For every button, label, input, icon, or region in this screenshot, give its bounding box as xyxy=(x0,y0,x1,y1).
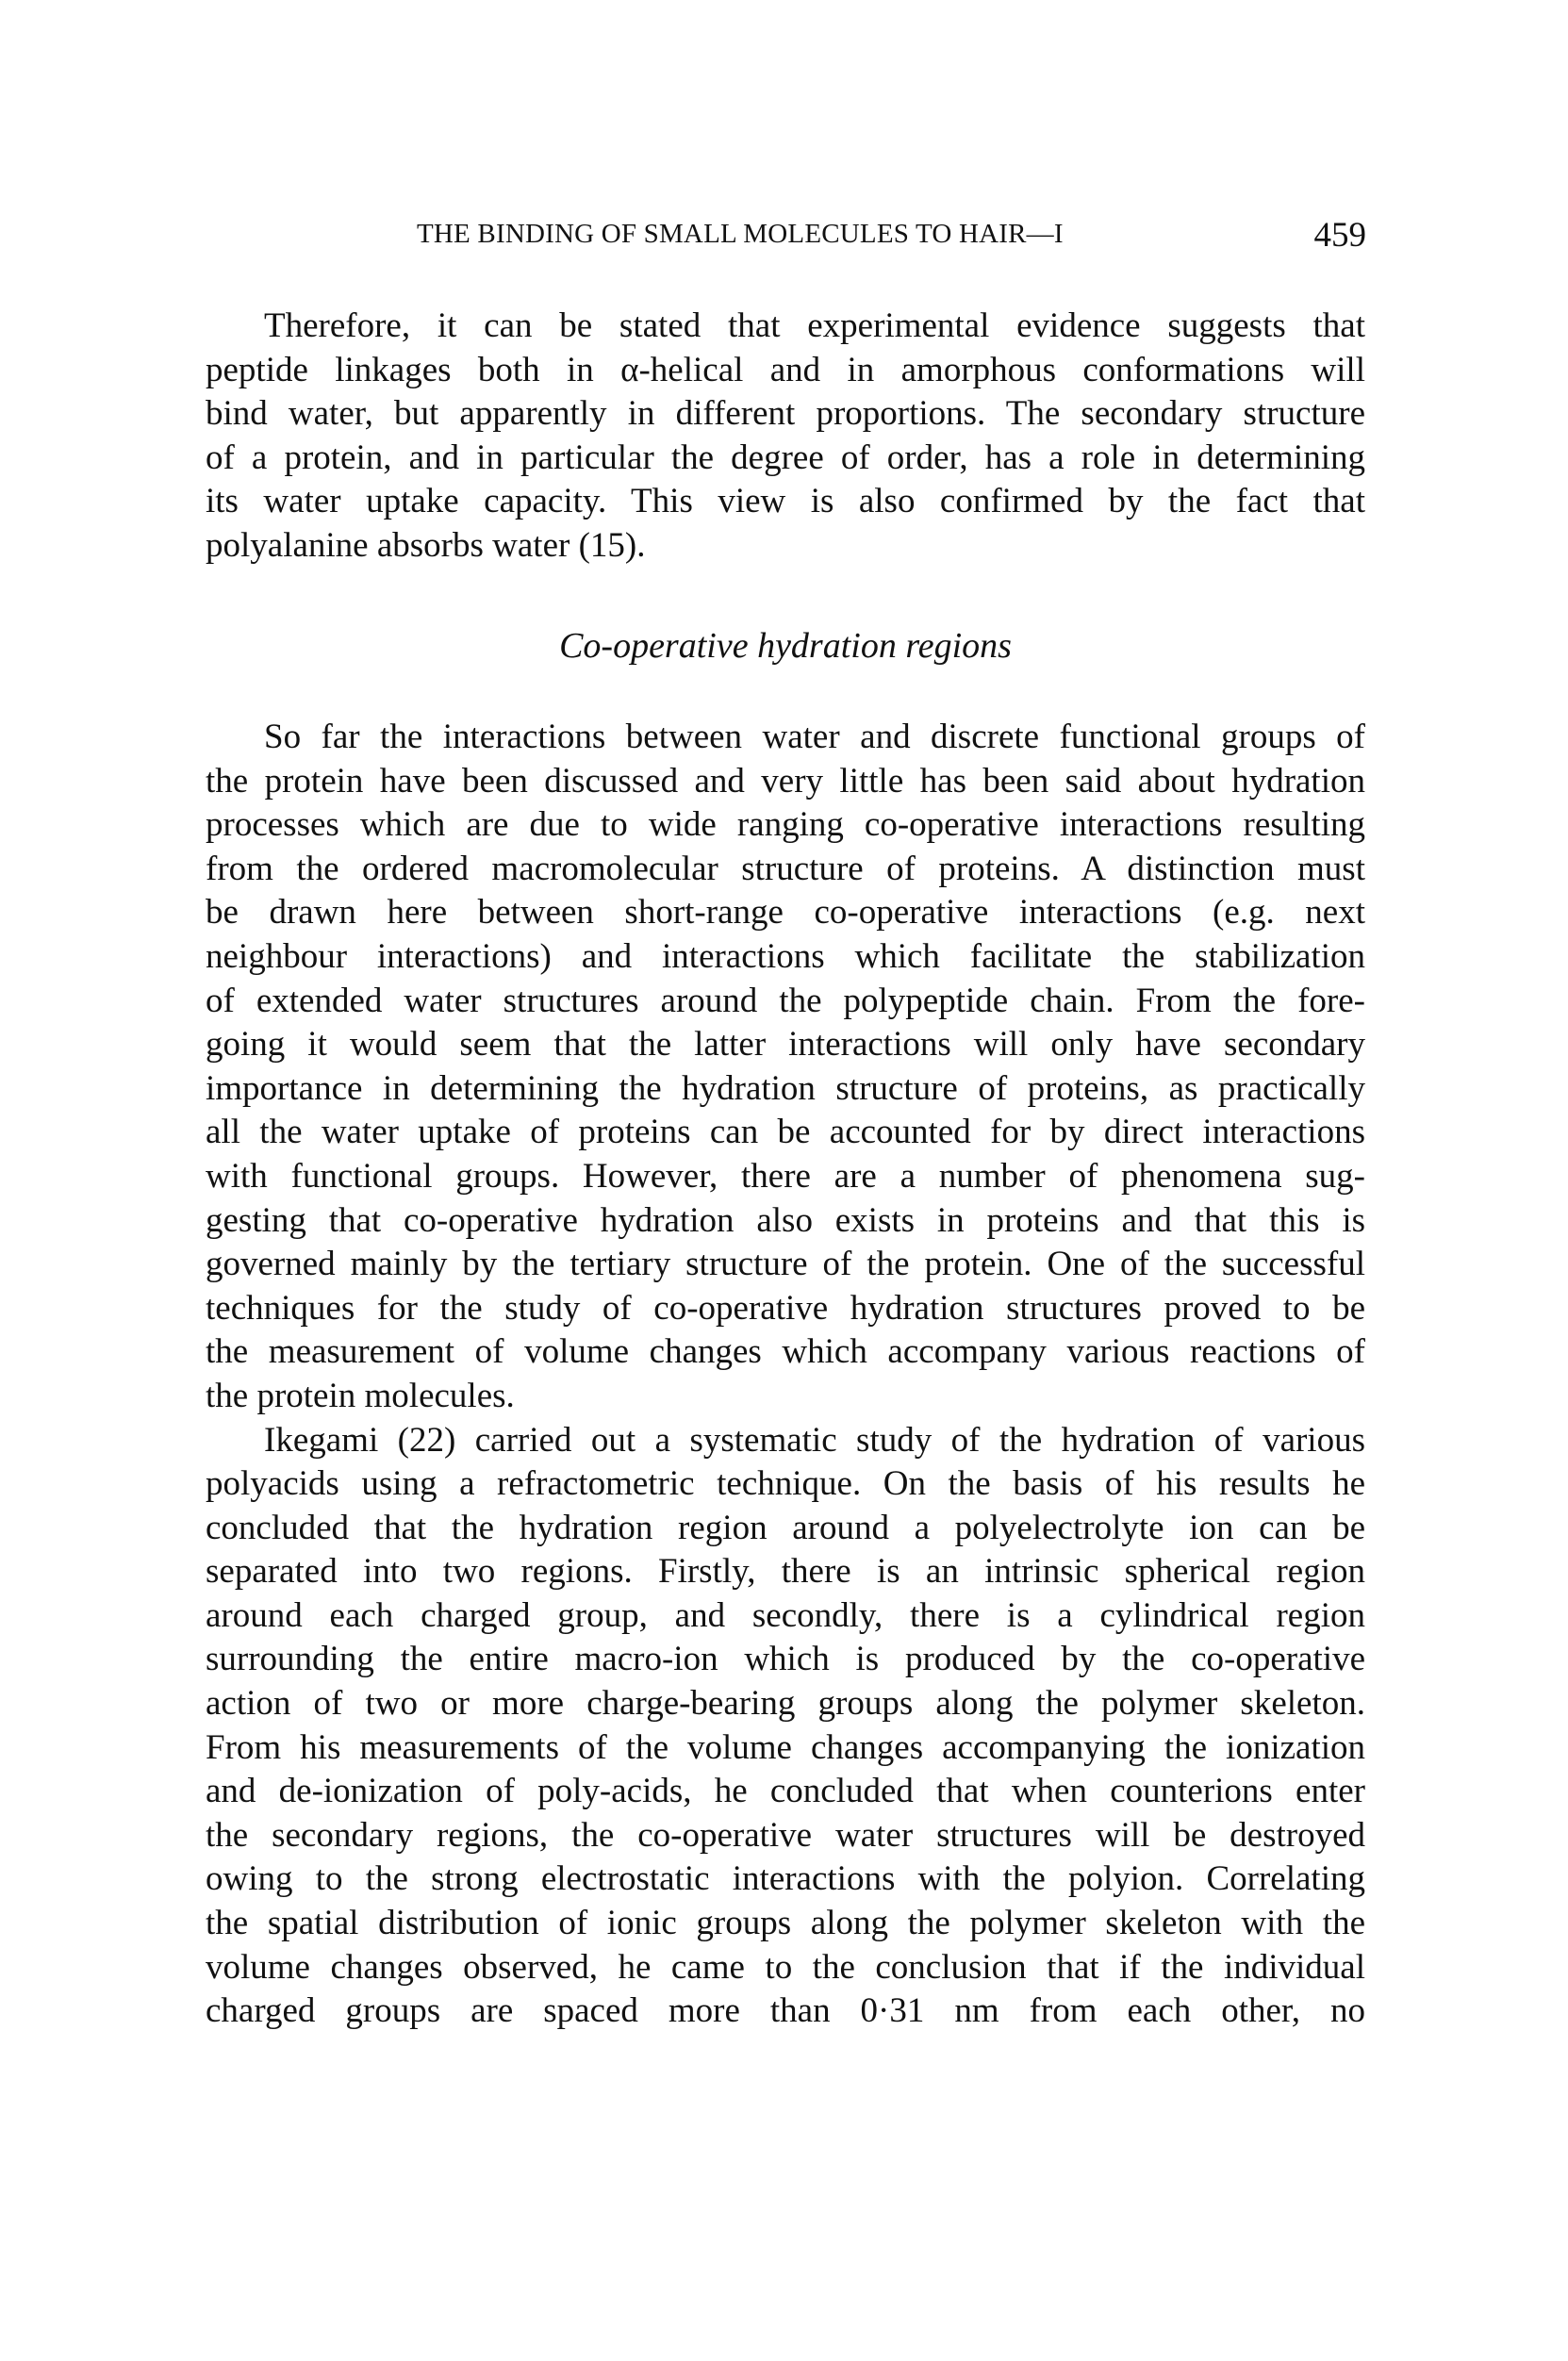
text-line: the secondary regions, the co-operative water structures will be destroyed xyxy=(206,1815,1365,1855)
text-line: going it would seem that the latter interactions will only have secondary xyxy=(206,1025,1365,1065)
text-line: with functional groups. However, there are a number of phenomena sug- xyxy=(206,1156,1365,1196)
text-line: of a protein, and in particular the degree of order, has a role in determining xyxy=(206,438,1365,477)
text-line: polyacids using a refractometric technique. On the basis of his results he xyxy=(206,1464,1365,1504)
text-line: neighbour interactions) and interactions which facilitate the stabilization xyxy=(206,936,1365,976)
text-line: volume changes observed, he came to the conclusion that if the individual xyxy=(206,1947,1365,1987)
text-line: Ikegami (22) carried out a systematic study of the hydration of various xyxy=(264,1420,1365,1460)
text-line: owing to the strong electrostatic interactions with the polyion. Correlating xyxy=(206,1859,1365,1899)
text-line: from the ordered macromolecular structure of proteins. A distinction must xyxy=(206,849,1365,888)
text-line: surrounding the entire macro-ion which is produced by the co-operative xyxy=(206,1640,1365,1679)
text-line: bind water, but apparently in different proportions. The secondary structure xyxy=(206,394,1365,434)
text-line: the protein have been discussed and very little has been said about hydration xyxy=(206,761,1365,801)
text-line: importance in determining the hydration structure of proteins, as practically xyxy=(206,1068,1365,1108)
text-line: the measurement of volume changes which accompany various reactions of xyxy=(206,1332,1365,1372)
text-line: concluded that the hydration region around a polyelectrolyte ion can be xyxy=(206,1508,1365,1547)
text-line: charged groups are spaced more than 0·31 nm from each other, no xyxy=(206,1991,1365,2031)
text-line: governed mainly by the tertiary structure of the protein. One of the successful xyxy=(206,1245,1365,1284)
text-line: polyalanine absorbs water (15). xyxy=(206,525,646,565)
text-line: and de-ionization of poly-acids, he concluded that when counterions enter xyxy=(206,1772,1365,1811)
text-line: Therefore, it can be stated that experimental evidence suggests that xyxy=(264,306,1365,345)
paragraph-1 xyxy=(206,305,1365,569)
text-line: separated into two regions. Firstly, there is an intrinsic spherical region xyxy=(206,1552,1365,1592)
text-line: its water uptake capacity. This view is also confirmed by the fact that xyxy=(206,482,1365,521)
text-line: processes which are due to wide ranging co-operative interactions resulting xyxy=(206,805,1365,845)
text-line: action of two or more charge-bearing groups along the polymer skeleton. xyxy=(206,1684,1365,1724)
text-line: the protein molecules. xyxy=(206,1376,515,1415)
text-line: peptide linkages both in α-helical and in amorphous conformations will xyxy=(206,350,1365,389)
text-line: From his measurements of the volume changes accompanying the ionization xyxy=(206,1727,1365,1767)
text-line: the spatial distribution of ionic groups along the polymer skeleton with the xyxy=(206,1904,1365,1943)
text-line: be drawn here between short-range co-operative interactions (e.g. next xyxy=(206,893,1365,933)
text-line: around each charged group, and secondly, there is a cylindrical region xyxy=(206,1595,1365,1635)
page-number: 459 xyxy=(1313,216,1366,255)
text-line: So far the interactions between water and discrete functional groups of xyxy=(264,718,1365,756)
text-line: techniques for the study of co-operative hydration structures proved to be xyxy=(206,1288,1365,1328)
text-line: gesting that co-operative hydration also exists in proteins and that this is xyxy=(206,1200,1365,1240)
text-line: of extended water structures around the polypeptide chain. From the fore- xyxy=(206,981,1365,1020)
text-line: all the water uptake of proteins can be accounted for by direct interactions xyxy=(206,1113,1365,1152)
paragraph-2 xyxy=(206,716,1365,2034)
section-heading: Co-operative hydration regions xyxy=(559,626,1012,666)
running-header: THE BINDING OF SMALL MOLECULES TO HAIR—I xyxy=(417,219,1064,249)
